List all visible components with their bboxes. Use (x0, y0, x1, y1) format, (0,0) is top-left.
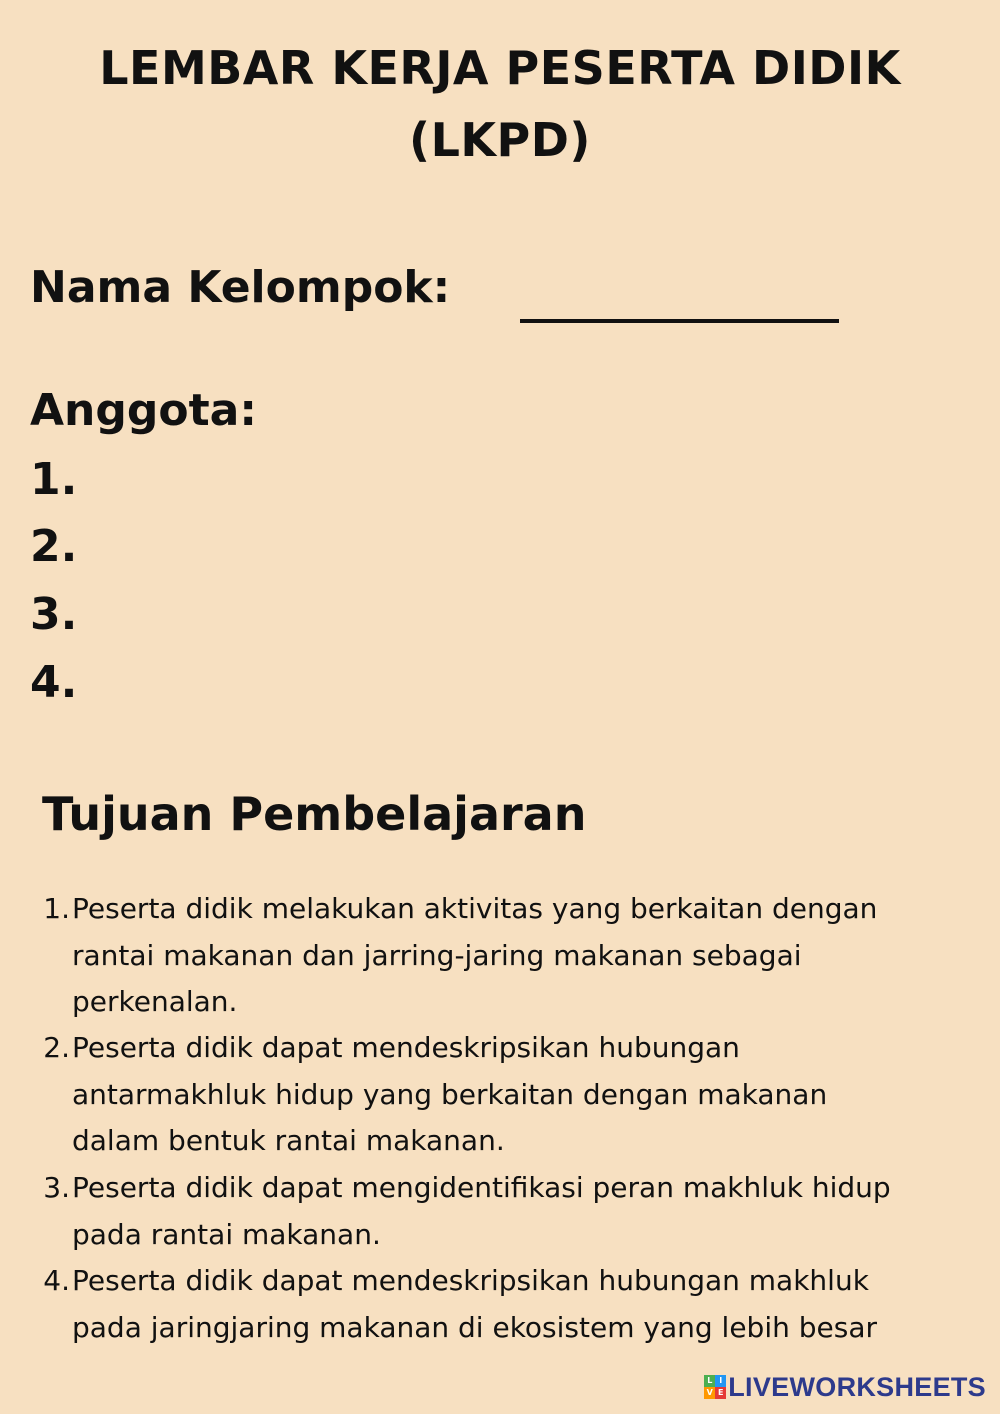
objective-line: Peserta didik dapat mendeskripsikan hubungan (72, 1031, 740, 1064)
logo-tile: I (715, 1375, 726, 1387)
logo-tile: E (715, 1387, 726, 1399)
objective-line: Peserta didik dapat mengidentifikasi peran makhluk hidup (72, 1171, 891, 1204)
objective-line: pada rantai makanan. (72, 1217, 381, 1251)
page-title: LEMBAR KERJA PESERTA DIDIK (99, 41, 901, 95)
watermark-text: LIVEWORKSHEETS (728, 1371, 986, 1402)
logo-tile: L (704, 1375, 715, 1387)
page-subtitle: (LKPD) (409, 113, 591, 167)
objective-text (72, 1165, 955, 1258)
logo-tile: V (704, 1387, 715, 1399)
member-number-1: 1. (30, 454, 78, 505)
objective-number: 2. (43, 1031, 70, 1064)
objective-text (72, 886, 955, 1026)
objective-item-1 (40, 886, 955, 1026)
members-label: Anggota: (30, 385, 257, 436)
group-name-blank-line[interactable] (520, 319, 839, 323)
objective-line: perkenalan. (72, 985, 238, 1018)
member-number-3: 3. (30, 589, 78, 640)
objective-item-4 (40, 1258, 955, 1351)
objective-number: 3. (43, 1171, 70, 1204)
member-number-4: 4. (30, 657, 78, 708)
liveworksheets-watermark[interactable] (704, 1372, 986, 1402)
objective-number: 4. (43, 1264, 70, 1297)
member-number-2: 2. (30, 521, 78, 572)
objective-line: dalam bentuk rantai makanan. (72, 1124, 505, 1157)
objective-item-2 (40, 1025, 955, 1165)
liveworksheets-logo-icon (704, 1375, 726, 1399)
objective-text (72, 1025, 955, 1165)
objective-text (72, 1258, 955, 1351)
objective-line: rantai makanan dan jarring-jaring makanan sebagai (72, 938, 802, 972)
group-name-label: Nama Kelompok: (30, 262, 451, 313)
objectives-heading: Tujuan Pembelajaran (42, 787, 587, 841)
objective-number: 1. (43, 892, 70, 925)
objective-item-3 (40, 1165, 955, 1258)
objective-line: Peserta didik dapat mendeskripsikan hubungan makhluk (72, 1264, 869, 1297)
objective-line: Peserta didik melakukan aktivitas yang berkaitan dengan (72, 892, 878, 925)
objective-line: pada jaringjaring makanan di ekosistem yang lebih besar (72, 1310, 877, 1344)
objective-line: antarmakhluk hidup yang berkaitan dengan makanan (72, 1077, 828, 1111)
